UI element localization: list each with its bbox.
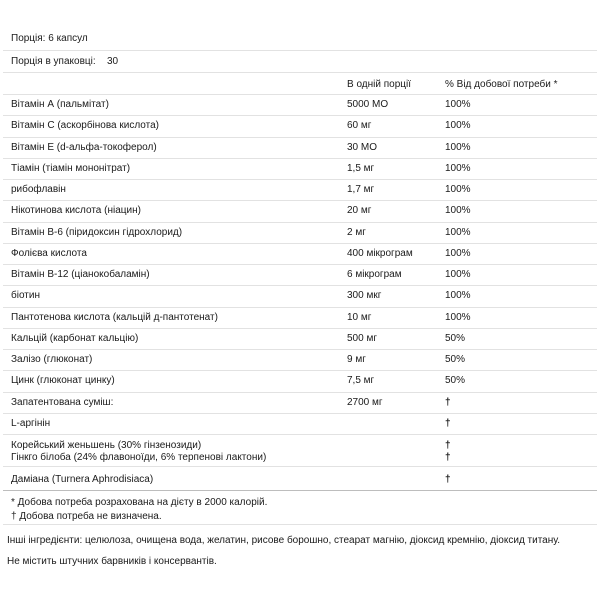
other-ingredients: Інші інгредієнти: целюлоза, очищена вода, желатин, рисове борошно, стеарат магнію, діоксид кремнію, діоксид титану. bbox=[7, 535, 561, 546]
nutrient-amount: 7,5 мг bbox=[347, 375, 375, 387]
nutrient-name: Вітамін B-6 (піридоксин гідрохлорид) bbox=[11, 226, 183, 238]
table-row bbox=[3, 179, 597, 201]
blend-multi-row bbox=[3, 434, 597, 467]
nutrient-daily-value: 100% bbox=[445, 290, 471, 302]
table-row bbox=[3, 392, 597, 414]
nutrient-daily-value: 50% bbox=[445, 332, 466, 344]
footnote-not-established: † Добова потреба не визначена. bbox=[11, 511, 162, 522]
footnotes bbox=[11, 496, 267, 524]
nutrient-daily-value: 100% bbox=[445, 99, 471, 110]
nutrient-name: Запатентована суміш: bbox=[11, 396, 114, 408]
nutrient-daily-value: † bbox=[445, 396, 451, 408]
nutrient-name: Тіамін (тіамін мононітрат) bbox=[11, 162, 131, 174]
nutrient-name: Цинк (глюконат цинку) bbox=[11, 375, 115, 387]
nutrient-name: Вітамін C (аскорбінова кислота) bbox=[11, 120, 160, 132]
blend-ingredient: Корейський женьшень (30% гінзенозиди) bbox=[11, 440, 202, 451]
nutrient-amount: 20 мг bbox=[347, 205, 372, 217]
servings-per-container-value: 30 bbox=[107, 56, 119, 67]
nutrient-daily-value: 100% bbox=[445, 162, 471, 174]
servings-per-container-row bbox=[3, 50, 597, 73]
nutrient-daily-value: † bbox=[445, 474, 451, 485]
nutrient-name: Вітамін А (пальмітат) bbox=[11, 99, 109, 110]
nutrient-daily-value: 100% bbox=[445, 205, 471, 217]
nutrient-amount: 60 мг bbox=[347, 120, 372, 132]
nutrient-daily-value: 100% bbox=[445, 226, 471, 238]
table-row bbox=[3, 200, 597, 222]
table-row bbox=[3, 94, 597, 116]
table-row bbox=[3, 307, 597, 329]
nutrient-daily-value: 100% bbox=[445, 184, 471, 195]
nutrient-amount: 300 мкг bbox=[347, 290, 382, 302]
table-row bbox=[3, 264, 597, 286]
daily-value-header: % Від добової потреби * bbox=[445, 79, 558, 90]
table-row bbox=[3, 413, 597, 435]
table-row bbox=[3, 370, 597, 392]
footnote-divider bbox=[3, 524, 597, 525]
nutrient-amount: 2700 мг bbox=[347, 396, 383, 408]
nutrient-name: Нікотинова кислота (ніацин) bbox=[11, 205, 141, 217]
nutrient-daily-value: 100% bbox=[445, 141, 471, 153]
table-row bbox=[3, 349, 597, 371]
nutrient-name: рибофлавін bbox=[11, 184, 66, 195]
nutrient-amount: 500 мг bbox=[347, 332, 377, 344]
nutrient-amount: 400 мікрограм bbox=[347, 247, 413, 259]
nutrient-amount: 2 мг bbox=[347, 226, 366, 238]
nutrient-name: Вітамін E (d-альфа-токоферол) bbox=[11, 141, 157, 153]
servings-per-container-label: Порція в упаковці: bbox=[11, 56, 96, 67]
damiana-row bbox=[3, 466, 597, 491]
nutrient-name: Пантотенова кислота (кальцій д-пантотенат) bbox=[11, 311, 218, 323]
nutrient-daily-value: 100% bbox=[445, 247, 471, 259]
serving-size-row bbox=[3, 28, 597, 51]
blend-ingredient: Гінкго білоба (24% флавоноїди, 6% терпенові лактони) bbox=[11, 452, 267, 463]
nutrient-name: Даміана (Turnera Aphrodisiaca) bbox=[11, 474, 154, 485]
nutrient-amount: 10 мг bbox=[347, 311, 372, 323]
blend-ingredient-dv: † bbox=[445, 452, 451, 463]
nutrient-daily-value: 100% bbox=[445, 120, 471, 132]
nutrient-daily-value: † bbox=[445, 417, 451, 429]
serving-size: Порція: 6 капсул bbox=[11, 33, 88, 44]
table-row bbox=[3, 137, 597, 159]
nutrient-daily-value: 50% bbox=[445, 354, 466, 365]
nutrient-name: L-аргінін bbox=[11, 417, 51, 429]
table-row bbox=[3, 115, 597, 137]
nutrient-name: Кальцій (карбонат кальцію) bbox=[11, 332, 139, 344]
table-row bbox=[3, 328, 597, 350]
footnote-daily-basis: * Добова потреба розрахована на дієту в 2000 калорій. bbox=[11, 497, 268, 508]
nutrient-amount: 30 МО bbox=[347, 141, 378, 153]
nutrient-daily-value: 50% bbox=[445, 375, 466, 387]
nutrient-amount: 9 мг bbox=[347, 354, 366, 365]
table-row bbox=[3, 158, 597, 180]
nutrient-name: біотин bbox=[11, 290, 40, 302]
table-row bbox=[3, 243, 597, 265]
free-of-statement: Не містить штучних барвників і консервантів. bbox=[7, 556, 217, 567]
nutrient-name: Залізо (глюконат) bbox=[11, 354, 93, 365]
per-serving-header: В одній порції bbox=[347, 79, 411, 90]
nutrient-amount: 6 мікрограм bbox=[347, 269, 402, 280]
table-row bbox=[3, 222, 597, 244]
nutrient-amount: 1,5 мг bbox=[347, 162, 375, 174]
nutrient-amount: 1,7 мг bbox=[347, 184, 375, 195]
nutrient-amount: 5000 МО bbox=[347, 99, 389, 110]
blend-ingredient-dv: † bbox=[445, 440, 451, 451]
nutrient-name: Фолієва кислота bbox=[11, 247, 87, 259]
nutrient-name: Вітамін B-12 (ціанокобаламін) bbox=[11, 269, 150, 280]
nutrient-daily-value: 100% bbox=[445, 311, 471, 323]
nutrient-daily-value: 100% bbox=[445, 269, 471, 280]
table-row bbox=[3, 285, 597, 307]
table-header-row bbox=[3, 72, 597, 95]
